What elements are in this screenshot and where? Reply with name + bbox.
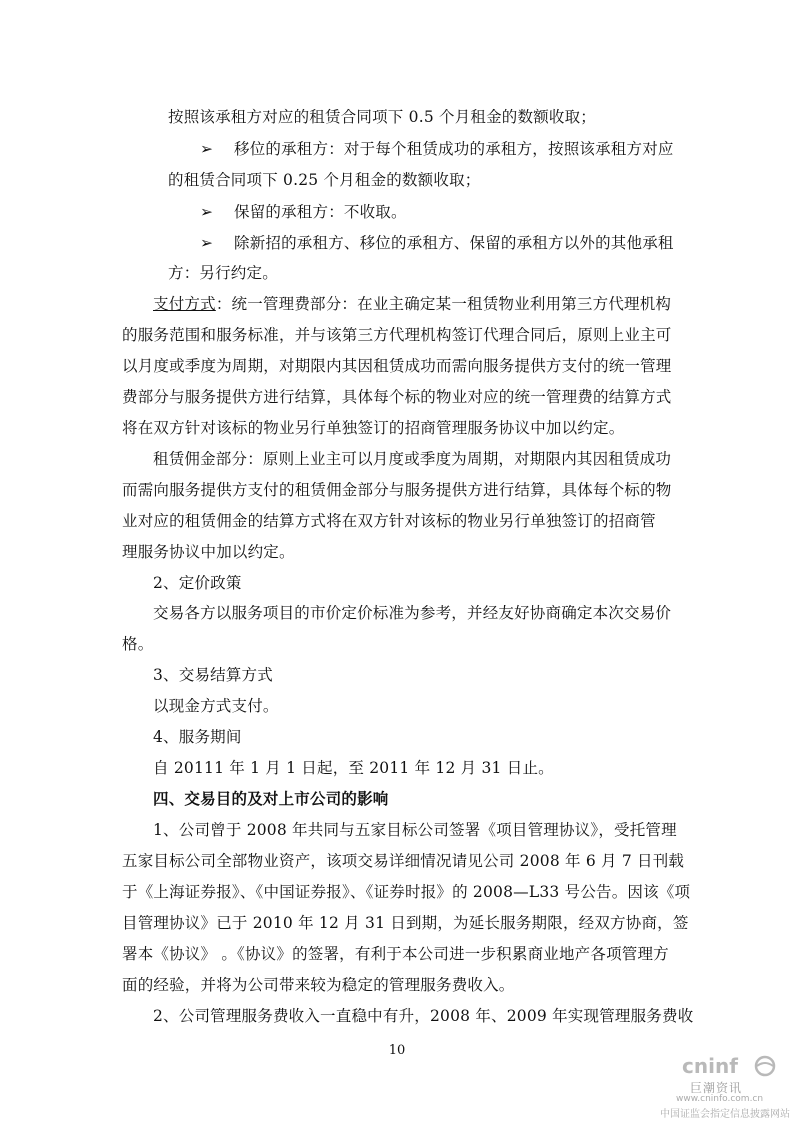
text-line: 而需向服务提供方支付的租赁佣金部分与服务提供方进行结算，具体每个标的物	[122, 481, 672, 499]
watermark-cn-name: 巨潮资讯	[690, 1081, 743, 1095]
text-line: 1、公司曾于 2008 年共同与五家目标公司签署《项目管理协议》，受托管理	[153, 821, 677, 839]
bullet-item	[200, 202, 756, 222]
text-line: 按照该承租方对应的租赁合同项下 0.5 个月租金的数额收取；	[168, 108, 597, 126]
text-line: 方：另行约定。	[168, 264, 278, 282]
text-line: 交易各方以服务项目的市价定价标准为参考，并经友好协商确定本次交易价	[153, 604, 672, 622]
text-line: 的服务范围和服务标准，并与该第三方代理机构签订代理合同后，原则上业主可	[122, 326, 672, 344]
text-line: 署本《协议》 。《协议》的签署，有利于本公司进一步积累商业地产各项管理方	[122, 945, 669, 963]
text-line: 租赁佣金部分：原则上业主可以月度或季度为周期，对期限内其因租赁成功	[153, 450, 672, 468]
bullet-text: 保留的承租方：不收取。	[234, 203, 407, 221]
section-heading: 3、交易结算方式	[153, 666, 273, 684]
section-heading: 2、定价政策	[153, 574, 242, 592]
page-number: 10	[388, 1043, 406, 1058]
text-line: 费部分与服务提供方进行结算，具体每个标的物业对应的统一管理费的结算方式	[122, 388, 672, 406]
bold-heading: 四、交易目的及对上市公司的影响	[153, 789, 389, 808]
underlined-heading: 支付方式	[153, 295, 216, 313]
text-line: 的租赁合同项下 0.25 个月租金的数额收取；	[168, 171, 481, 189]
arrow-bullet-icon: ➢	[200, 203, 214, 221]
bullet-item	[200, 139, 756, 159]
text-line	[153, 294, 709, 314]
text-line: 业对应的租赁佣金的结算方式将在双方针对该标的物业另行单独签订的招商管	[122, 512, 656, 530]
cninfo-logo	[682, 1054, 777, 1078]
text-line: 于《上海证券报》、《中国证券报》、《证券时报》的 2008—L33 号公告。因该《项	[122, 883, 691, 901]
text-line: 以月度或季度为周期，对期限内其因租赁成功而需向服务提供方支付的统一管理	[122, 357, 672, 375]
text-line: 理服务协议中加以约定。	[122, 543, 295, 561]
text-line: 面的经验，并将为公司带来较为稳定的管理服务费收入。	[122, 976, 515, 994]
text-line: 将在双方针对该标的物业另行单独签订的招商管理服务协议中加以约定。	[122, 419, 625, 437]
bullet-item	[200, 233, 756, 253]
text-line: 以现金方式支付。	[153, 697, 279, 715]
text-line: 格。	[122, 635, 154, 653]
text-line: 五家目标公司全部物业资产，该项交易详细情况请见公司 2008 年 6 月 7 日刊载	[122, 852, 685, 870]
text-span: ：统一管理费部分：在业主确定某一租赁物业利用第三方代理机构	[215, 295, 672, 313]
watermark-url: www.cninfo.com.cn	[676, 1094, 764, 1104]
watermark-site: 中国证监会指定信息披露网站	[660, 1109, 790, 1120]
text-line: 目管理协议》已于 2010 年 12 月 31 日到期，为延长服务期限，经双方协商，签	[122, 914, 689, 932]
logo-swirl-icon-path	[757, 1063, 773, 1066]
bullet-text: 移位的承租方：对于每个租赁成功的承租方，按照该承租方对应	[234, 140, 674, 158]
arrow-bullet-icon: ➢	[200, 140, 214, 158]
section-heading: 4、服务期间	[153, 728, 242, 746]
text-line: 自 20111 年 1 月 1 日起，至 2011 年 12 月 31 日止。	[153, 759, 554, 777]
bullet-text: 除新招的承租方、移位的承租方、保留的承租方以外的其他承租	[234, 234, 674, 252]
arrow-bullet-icon: ➢	[200, 234, 214, 252]
text-line: 2、公司管理服务费收入一直稳中有升，2008 年、2009 年实现管理服务费收	[153, 1007, 694, 1025]
logo-text: cninf	[682, 1054, 738, 1078]
